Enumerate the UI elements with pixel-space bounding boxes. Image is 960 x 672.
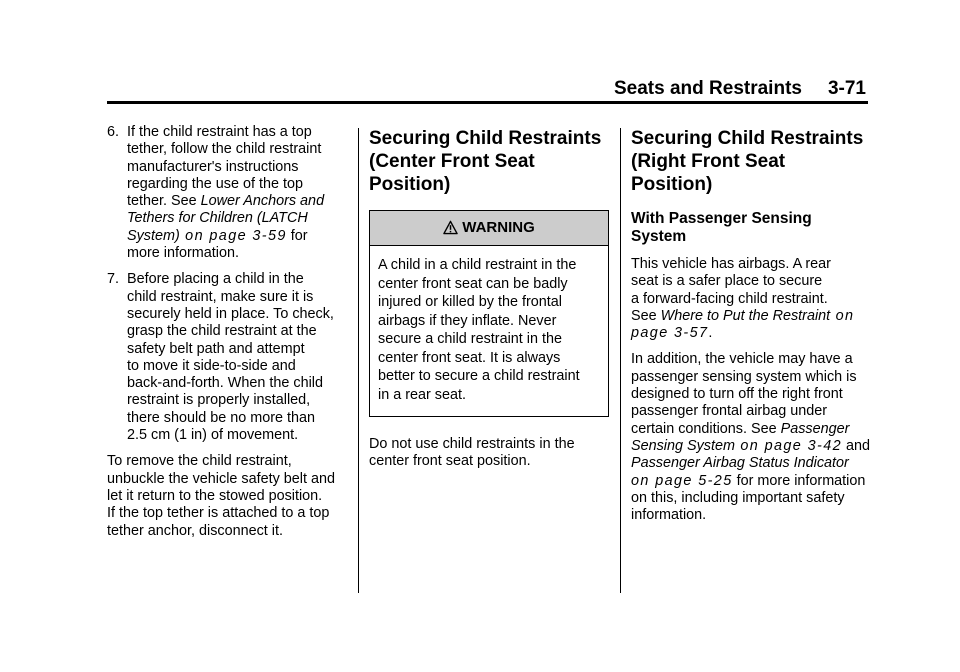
text-line: seat is a safer place to secure	[631, 273, 823, 290]
text-run: tether. See	[127, 193, 201, 210]
column-3	[631, 124, 871, 533]
text-line: secure a child restraint in the	[378, 331, 562, 347]
warning-label: WARNING	[462, 219, 535, 237]
text-line: If the top tether is attached to a top	[107, 505, 330, 522]
heading-line: Position)	[369, 174, 451, 195]
section-heading	[369, 127, 609, 196]
text-line	[107, 228, 347, 245]
cross-reference-link[interactable]: Sensing System	[631, 437, 735, 454]
text-line: Before placing a child in the	[127, 271, 304, 288]
text-line: in a rear seat.	[378, 386, 466, 403]
column-2	[369, 124, 609, 480]
warning-header	[370, 211, 608, 246]
paragraph	[631, 351, 871, 524]
text-line: let it return to the stowed position.	[107, 487, 323, 504]
text-line	[631, 308, 871, 325]
page-header	[614, 78, 866, 100]
warning-text	[370, 246, 608, 416]
page-reference[interactable]: on page 3-59	[179, 227, 287, 244]
text-line: center front seat position.	[369, 453, 531, 470]
page-reference[interactable]: page 3-57	[631, 325, 709, 342]
paragraph	[631, 256, 871, 342]
page-number: 3-71	[827, 78, 866, 99]
subsection-heading	[631, 210, 871, 246]
text-line: on this, including important safety	[631, 489, 845, 506]
cross-reference-link[interactable]: Where to Put the Restraint	[660, 307, 831, 324]
text-line: To remove the child restraint,	[107, 453, 292, 470]
text-run: .	[708, 325, 713, 342]
heading-line: With Passenger Sensing	[631, 210, 812, 227]
text-line: securely held in place. To check,	[127, 305, 334, 322]
warning-triangle-icon	[443, 220, 458, 235]
cross-reference-link[interactable]: Lower Anchors and	[200, 193, 325, 210]
text-run: for	[286, 227, 308, 244]
cross-reference-link[interactable]: Tethers for Children (LATCH	[127, 210, 308, 227]
heading-line: (Center Front Seat	[369, 151, 535, 172]
section-heading	[631, 127, 871, 196]
heading-line: (Right Front Seat	[631, 151, 786, 172]
text-line: injured or killed by the frontal	[378, 294, 562, 310]
header-rule	[107, 101, 868, 104]
heading-line: Securing Child Restraints	[369, 128, 602, 149]
list-marker: 7.	[107, 271, 120, 288]
text-line: more information.	[127, 245, 239, 262]
cross-reference-link[interactable]: Passenger Airbag Status Indicator	[631, 455, 849, 472]
page-reference[interactable]: on page 5-25	[631, 472, 733, 489]
text-line: manufacturer's instructions	[127, 158, 299, 175]
column-divider-2	[620, 128, 621, 593]
warning-box	[369, 210, 609, 417]
text-line: In addition, the vehicle may have a	[631, 351, 853, 368]
text-line: passenger sensing system which is	[631, 368, 857, 385]
text-line: If the child restraint has a top	[127, 124, 312, 140]
text-line: grasp the child restraint at the	[127, 323, 317, 340]
text-run: See	[631, 307, 661, 324]
text-line: A child in a child restraint in the	[378, 257, 577, 273]
text-line: there should be no more than	[127, 409, 316, 426]
text-line: tether anchor, disconnect it.	[107, 522, 283, 539]
list-marker: 6.	[107, 124, 120, 140]
text-line: 2.5 cm (1 in) of movement.	[127, 427, 299, 444]
text-line: back-and-forth. When the child	[127, 375, 323, 392]
column-1	[107, 124, 347, 549]
text-line: tether, follow the child restraint	[127, 141, 322, 158]
text-line: center front seat can be badly	[378, 275, 568, 292]
text-line: This vehicle has airbags. A rear	[631, 256, 831, 272]
column-divider-1	[358, 128, 359, 593]
text-line: airbags if they inflate. Never	[378, 312, 557, 329]
paragraph	[369, 436, 609, 471]
text-line	[631, 438, 871, 455]
page-reference[interactable]: on page 3-42	[734, 437, 843, 454]
heading-line: Securing Child Restraints	[631, 128, 864, 149]
text-line: safety belt path and attempt	[127, 340, 305, 357]
text-line: designed to turn off the right front	[631, 386, 843, 403]
list-item-6	[107, 124, 347, 262]
heading-line: System	[631, 228, 687, 245]
heading-line: Position)	[631, 174, 713, 195]
text-line: unbuckle the vehicle safety belt and	[107, 470, 336, 487]
section-title: Seats and Restraints	[614, 78, 802, 99]
text-line: center front seat. It is always	[378, 349, 561, 366]
text-line: a forward-facing child restraint.	[631, 290, 828, 307]
text-run: certain conditions. See	[631, 420, 781, 437]
cross-reference-link[interactable]: Passenger	[780, 420, 850, 437]
text-line	[631, 421, 871, 438]
list-item-7	[107, 271, 347, 444]
text-line: Do not use child restraints in the	[369, 436, 575, 452]
text-line: child restraint, make sure it is	[127, 288, 314, 305]
text-line: regarding the use of the top	[127, 175, 304, 192]
text-run: and	[842, 437, 871, 454]
text-line: better to secure a child restraint	[378, 368, 580, 384]
page-reference[interactable]: on	[830, 307, 855, 324]
text-line	[107, 193, 347, 210]
text-line: restraint is properly installed,	[127, 392, 311, 409]
text-line	[631, 473, 871, 490]
text-line: to move it side-to-side and	[127, 357, 296, 374]
text-run: for more information	[732, 472, 866, 489]
text-line: passenger frontal airbag under	[631, 403, 828, 420]
text-line: information.	[631, 507, 707, 524]
text-line	[631, 325, 871, 342]
cross-reference-link[interactable]: System)	[127, 227, 180, 244]
paragraph	[107, 453, 347, 539]
